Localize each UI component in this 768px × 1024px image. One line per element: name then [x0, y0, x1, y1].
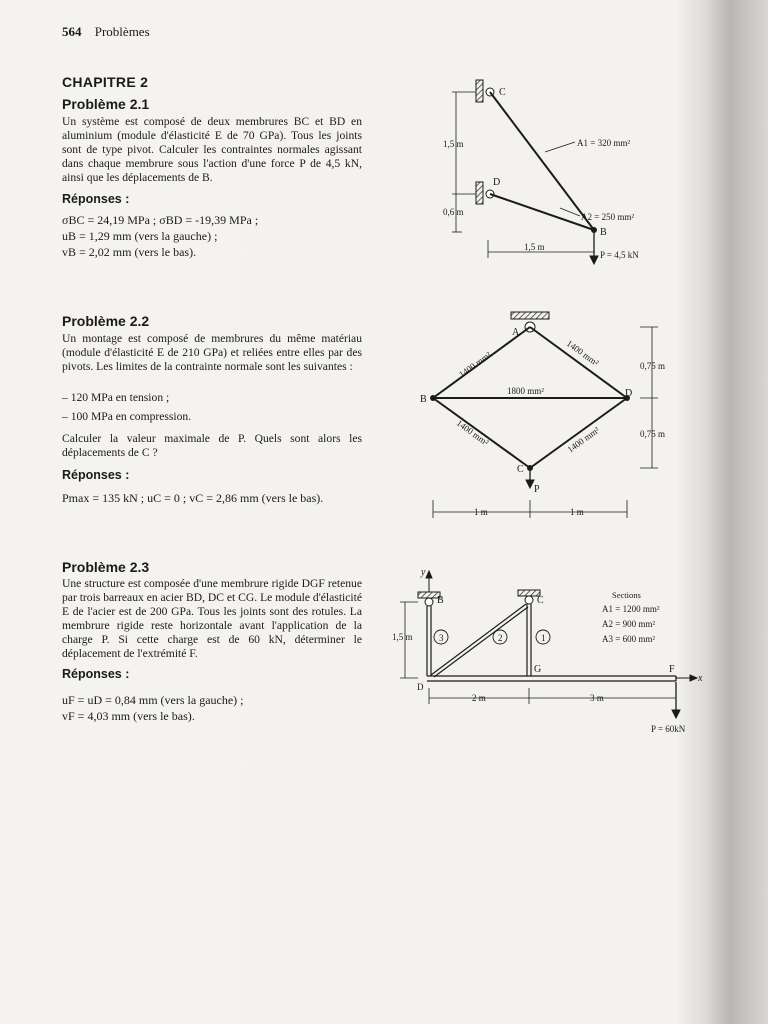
label-c: C [499, 87, 506, 98]
ceiling-support-a [511, 312, 549, 319]
problem-2-2-question: Calculer la valeur maximale de P. Quels sont alors les déplacements de C ? [62, 432, 362, 459]
answer-line: uB = 1,29 mm (vers la gauche) ; [62, 229, 218, 243]
label-b: B [600, 227, 607, 238]
dim-1-5m: 1,5 m [392, 632, 413, 642]
load-p-arrowhead [590, 256, 598, 264]
wall-support-c [476, 80, 483, 102]
area-bc: 1400 mm² [454, 417, 491, 448]
label-d: D [493, 177, 501, 188]
dim-1-5m-horizontal: 1,5 m [524, 242, 545, 252]
area-bd: 1800 mm² [507, 386, 544, 396]
label-d: D [625, 388, 633, 399]
list-item: – 100 MPa en compression. [62, 410, 192, 423]
load-p-value: P = 4,5 kN [600, 250, 639, 260]
label-a: A [512, 327, 520, 338]
problem-2-2-title: Problème 2.2 [62, 313, 150, 329]
problem-2-2-text: Un montage est composé de membrures du même matériau (module d'élasticité E de 210 GPa) et reliées entre elles par des pivots. Les limites de la contrainte normale sont les suivantes : [62, 332, 362, 373]
dim-2m: 2 m [472, 693, 486, 703]
load-p-value: P = 60kN [651, 724, 686, 734]
wall-support-d [476, 182, 483, 204]
member-bc [490, 92, 594, 230]
problem-2-3-text: Une structure est composée d'une membrure rigide DGF retenue par trois barreaux en acier BD, DC et CG. Le module d'élasticité E de l'acier est de 200 GPa. Tous les joints sont des rotules. La membrure rigide reste horizontale avant l'application de la charge P. Si cette charge est de 60 kN, déterminer le déplacement de l'extrémité F. [62, 577, 362, 660]
area-ab: 1400 mm² [457, 349, 493, 380]
figure-2-2 [431, 312, 659, 518]
figure-2-3 [400, 571, 697, 718]
label-g: G [534, 664, 542, 675]
dim-1m-left: 1 m [474, 507, 488, 517]
area-a2: A2 = 900 mm² [602, 619, 656, 629]
joint-b [431, 396, 436, 401]
dim-0-6m: 0,6 m [443, 207, 464, 217]
figure-2-2-labels [420, 327, 665, 517]
area-a3: A3 = 600 mm² [602, 634, 656, 644]
area-cd: 1400 mm² [565, 424, 602, 455]
area-a1: A1 = 1200 mm² [602, 604, 660, 614]
area-a1: A1 = 320 mm² [577, 138, 631, 148]
label-x: x [698, 673, 703, 684]
label-y: y [421, 567, 426, 578]
label-f: F [669, 664, 675, 675]
pin-b [425, 598, 433, 606]
figure-2-1 [452, 80, 598, 264]
problem-2-3-title: Problème 2.3 [62, 559, 150, 575]
label-b: B [437, 595, 444, 606]
answer-line: vB = 2,02 mm (vers le bas). [62, 245, 197, 259]
answer-line: uF = uD = 0,84 mm (vers la gauche) ; [62, 693, 244, 707]
load-p-arrowhead [526, 480, 534, 488]
label-c: C [517, 464, 524, 475]
area-a2: A2 = 250 mm² [581, 212, 635, 222]
label-p: P [534, 484, 540, 495]
section-title: Problèmes [94, 24, 150, 39]
answer-line: Pmax = 135 kN ; uC = 0 ; vC = 2,86 mm (vers le bas). [62, 491, 324, 505]
member-ad [530, 327, 627, 398]
load-p-arrowhead [672, 710, 680, 718]
problem-2-1-answers-label: Réponses : [62, 192, 130, 206]
list-item: – 120 MPa en tension ; [62, 391, 170, 404]
dim-1m-right: 1 m [570, 507, 584, 517]
area-ad: 1400 mm² [564, 338, 601, 368]
joint-b [592, 228, 597, 233]
dim-0-75m-bottom: 0,75 m [640, 429, 666, 439]
answer-line: σBC = 24,19 MPa ; σBD = -19,39 MPa ; [62, 213, 259, 227]
joint-c [528, 466, 533, 471]
bar-number-1: 1 [541, 633, 546, 643]
chapter-title: CHAPITRE 2 [62, 74, 149, 90]
dim-3m: 3 m [590, 693, 604, 703]
member-bd [490, 194, 594, 230]
bar-number-2: 2 [498, 633, 503, 643]
label-c: C [537, 595, 544, 606]
answer-line: vF = 4,03 mm (vers le bas). [62, 709, 195, 723]
label-d: D [417, 682, 424, 692]
problem-2-3-answers-label: Réponses : [62, 667, 130, 681]
pin-c [525, 596, 533, 604]
dim-1-5m-vertical: 1,5 m [443, 139, 464, 149]
bar-number-3: 3 [439, 633, 444, 643]
figure-2-1-labels [443, 87, 639, 260]
sections-title: Sections [612, 590, 641, 600]
page-number: 564 [62, 24, 82, 39]
label-b: B [420, 394, 427, 405]
problem-2-2-answers-label: Réponses : [62, 468, 130, 482]
problem-2-1-title: Problème 2.1 [62, 96, 150, 112]
member-cd [530, 398, 627, 468]
dim-0-75m-top: 0,75 m [640, 361, 666, 371]
problem-2-1-text: Un système est composé de deux membrures BC et BD en aluminium (module d'élasticité E de 70 GPa). Tous les joints sont de type pivot. Calculer les contraintes normales agissant dans chaque membrure sous l'action d'une force P de 4,5 kN, ainsi que les déplacements de B. [62, 115, 362, 184]
